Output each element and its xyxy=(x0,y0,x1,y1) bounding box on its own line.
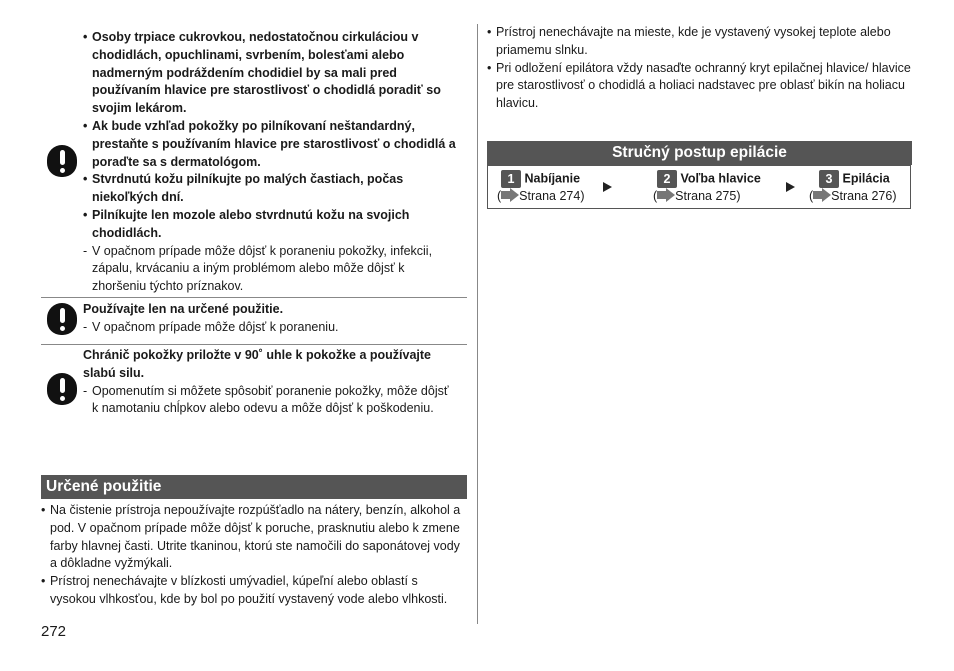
step-label: Nabíjanie xyxy=(524,171,581,186)
list-item: • Ak bude vzhľad pokožky po pilníkovaní neštandardný, prestaňte s používaním hlavice pre starostlivosť o chodidlá a poraďte sa s dermatológom. xyxy=(83,118,456,169)
quick-guide-title: Stručný postup epilácie xyxy=(612,144,787,161)
page-reference-arrow-icon xyxy=(657,189,675,201)
page-reference-arrow-icon xyxy=(501,189,519,201)
step-number: 3 xyxy=(819,170,839,188)
step-1: 1 Nabíjanie ( Strana 274) xyxy=(497,171,585,204)
step-label: Voľba hlavice xyxy=(680,171,761,186)
list-item: • Pri odložení epilátora vždy nasaďte ochranný kryt epilačnej hlavice/ hlavice pre starostlivosť o chodidlá a holiaci nadstavec pre oblasť bikín na holiacu hlavicu. xyxy=(487,60,911,111)
list-item: • Prístroj nenechávajte v blízkosti umývadiel, kúpeľní alebo oblastí s vysokou vlhkosťou, kde by bol po použití vystavený vode alebo vlhkosti. xyxy=(41,574,448,606)
consequence-note: - V opačnom prípade môže dôjsť k poraneniu. xyxy=(83,319,339,334)
page-reference: Strana 275) xyxy=(675,189,741,204)
divider xyxy=(41,344,467,345)
step-label: Epilácia xyxy=(842,171,890,186)
triangle-right-icon xyxy=(786,182,795,192)
page-reference-arrow-icon xyxy=(813,189,831,201)
step-3: 3 Epilácia ( Strana 276) xyxy=(809,171,897,204)
warning-title: Používajte len na určené použitie. xyxy=(83,302,284,316)
list-item: • Pilníkujte len mozole alebo stvrdnutú kožu na svojich chodidlách. xyxy=(83,207,410,240)
quick-guide-header xyxy=(487,141,912,165)
page-reference: Strana 274) xyxy=(519,189,585,204)
section-title: Určené použitie xyxy=(46,478,162,495)
consequence-note: - V opačnom prípade môže dôjsť k poraneniu pokožky, infekcii, zápalu, krvácaniu a iným problémom alebo môže dôjsť k zhoršeniu týchto príznakov. xyxy=(83,243,433,294)
consequence-note: - Opomenutím si môžete spôsobiť poranenie pokožky, môže dôjsť k namotaniu chĺpkov alebo odevu a môže dôjsť k poškodeniu. xyxy=(83,383,449,416)
section-header xyxy=(41,475,467,499)
list-item: • Na čistenie prístroja nepoužívajte rozpúšťadlo na nátery, benzín, alkohol a pod. V opačnom prípade môže dôjsť k poruche, prasknutiu alebo k zmene farby hlavnej časti. Utrite tkaninou, ktorú ste namočili do saponátovej vody a dôkladne vyžmýkali. xyxy=(41,503,461,571)
mandatory-action-icon xyxy=(47,373,77,405)
page-reference: Strana 276) xyxy=(831,189,897,204)
step-number: 2 xyxy=(657,170,677,188)
quick-guide-steps xyxy=(487,165,911,209)
warning-block-2 xyxy=(83,301,468,337)
mandatory-action-icon xyxy=(47,145,77,177)
step-number: 1 xyxy=(501,170,521,188)
list-item: • Osoby trpiace cukrovkou, nedostatočnou cirkuláciou v chodidlách, opuchlinami, svrbením, bolesťami alebo nadmerným podráždením chodidiel by sa mali pred používaním hlavice pre starostlivosť o chodidlá poradiť so svojim lekárom. xyxy=(83,30,441,116)
list-item: • Prístroj nenechávajte na mieste, kde je vystavený vysokej teplote alebo priamemu slnku. xyxy=(487,25,891,57)
intended-use-list xyxy=(41,502,461,609)
mandatory-action-icon xyxy=(47,303,77,335)
warning-title: Chránič pokožky priložte v 90˚ uhle k pokožke a používajte slabú silu. xyxy=(83,348,432,380)
storage-list xyxy=(487,24,917,113)
list-item: • Stvrdnutú kožu pilníkujte po malých častiach, počas niekoľkých dní. xyxy=(83,172,404,205)
triangle-right-icon xyxy=(603,182,612,192)
step-2: 2 Voľba hlavice ( Strana 275) xyxy=(653,171,761,204)
divider xyxy=(41,297,467,298)
column-divider xyxy=(477,24,478,624)
page-number: 272 xyxy=(41,623,67,640)
warning-block-3 xyxy=(83,347,463,418)
warning-block-1 xyxy=(83,29,468,296)
